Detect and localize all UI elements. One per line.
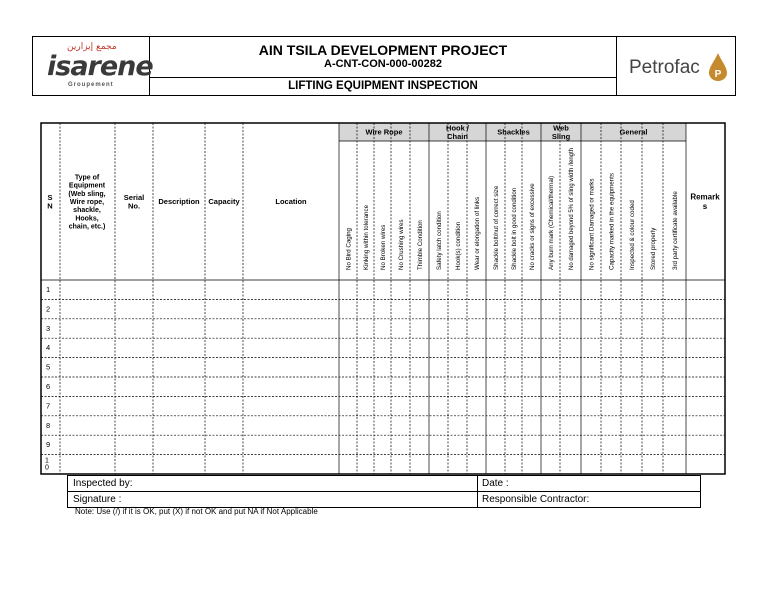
header-type-of-equipment: (Web sling, (68, 190, 106, 198)
header-description: Description (158, 197, 200, 207)
check-column-header: Thimble Condition (417, 220, 424, 270)
inspected-by-label: Inspected by: (73, 478, 133, 489)
check-column-header: No Crushing wires (398, 219, 405, 270)
header-type-of-equipment: chain, etc.) (68, 223, 106, 231)
logo-subtitle: Groupement (68, 82, 114, 88)
row-number: 1 (46, 285, 51, 294)
header-type-of-equipment: Type of (74, 174, 100, 182)
date-label: Date : (482, 478, 509, 489)
header-location: Location (275, 197, 307, 207)
check-column-header: Safety latch condition (436, 211, 443, 270)
check-column-header: Capacity marked in the equipments (608, 173, 616, 270)
check-column-header: Any burn mark (Chemical/thermal) (548, 175, 555, 270)
check-column-header: No significant Damaged or marks (588, 178, 596, 270)
group-header: Sling (551, 131, 571, 141)
header-sn: N (47, 201, 53, 211)
row-number: 3 (46, 323, 51, 333)
logo-wordmark: isarene (47, 51, 153, 82)
check-column-header: Hook(s) condition (455, 221, 462, 270)
header-sn: S (47, 192, 53, 202)
row-number: 0 (45, 464, 49, 472)
header-capacity: Capacity (208, 197, 240, 207)
header-type-of-equipment: Wire rope, (69, 198, 105, 206)
header-type-of-equipment: shackle, (73, 207, 101, 215)
row-number: 2 (46, 304, 51, 314)
row-number: 5 (46, 362, 51, 372)
footer-row-signature (67, 491, 701, 508)
header-type-of-equipment: Equipment (68, 182, 106, 190)
form-title: LIFTING EQUIPMENT INSPECTION (288, 80, 478, 92)
group-header: General (619, 127, 648, 137)
check-column-header: Shackle bolt in good condition (511, 187, 518, 270)
header-serial-no: No. (127, 201, 141, 211)
check-column-header: Inspected & colour coded (629, 200, 636, 270)
check-column-header: Stored properly (650, 227, 657, 270)
check-column-header: Wear or elongation of links (474, 196, 481, 270)
row-number: 1 (45, 457, 49, 465)
responsible-contractor-label: Responsible Contractor: (482, 494, 590, 505)
check-column-header: No Bird Caging (345, 228, 353, 270)
logo-arabic-text: مجمع إيزارين (67, 42, 117, 52)
table-border (41, 123, 725, 474)
petrofac-mark: P (714, 69, 722, 80)
document-number: A-CNT-CON-000-00282 (324, 58, 442, 70)
group-header: Hook / (446, 123, 469, 133)
row-number: 4 (46, 343, 51, 353)
signature-label: Signature : (73, 494, 122, 505)
footer-row-inspected (67, 475, 701, 492)
group-header: Shackles (497, 127, 530, 137)
footer-note: Note: Use (/) if it is OK, put (X) if not OK and put NA if Not Applicable (75, 507, 318, 516)
group-header: Wire Rope (365, 127, 403, 137)
petrofac-wordmark: Petrofac (629, 57, 700, 78)
row-number: 9 (46, 440, 51, 450)
header-remarks: Remark (690, 192, 720, 202)
check-column-header: 3rd party certificate available (672, 191, 679, 270)
check-column-header: No cracks or signs of excessive (529, 183, 536, 270)
row-number: 8 (46, 420, 51, 430)
check-column-header: Kinking within tolerance (363, 204, 370, 270)
group-header: Web (553, 123, 569, 133)
check-column-header: No Broken wires (380, 224, 387, 270)
row-number: 7 (46, 401, 51, 411)
header-type-of-equipment: Hooks, (75, 215, 99, 223)
group-header: Chain (447, 131, 468, 141)
header-serial-no: Serial (123, 192, 145, 202)
project-title: AIN TSILA DEVELOPMENT PROJECT (258, 42, 508, 58)
row-number: 6 (46, 382, 51, 391)
header-remarks: s (702, 201, 708, 211)
check-column-header: Shackle bolt/nut of correct size (493, 185, 500, 270)
check-column-header: No damaged beyond 5% of sling width /length (568, 144, 575, 270)
